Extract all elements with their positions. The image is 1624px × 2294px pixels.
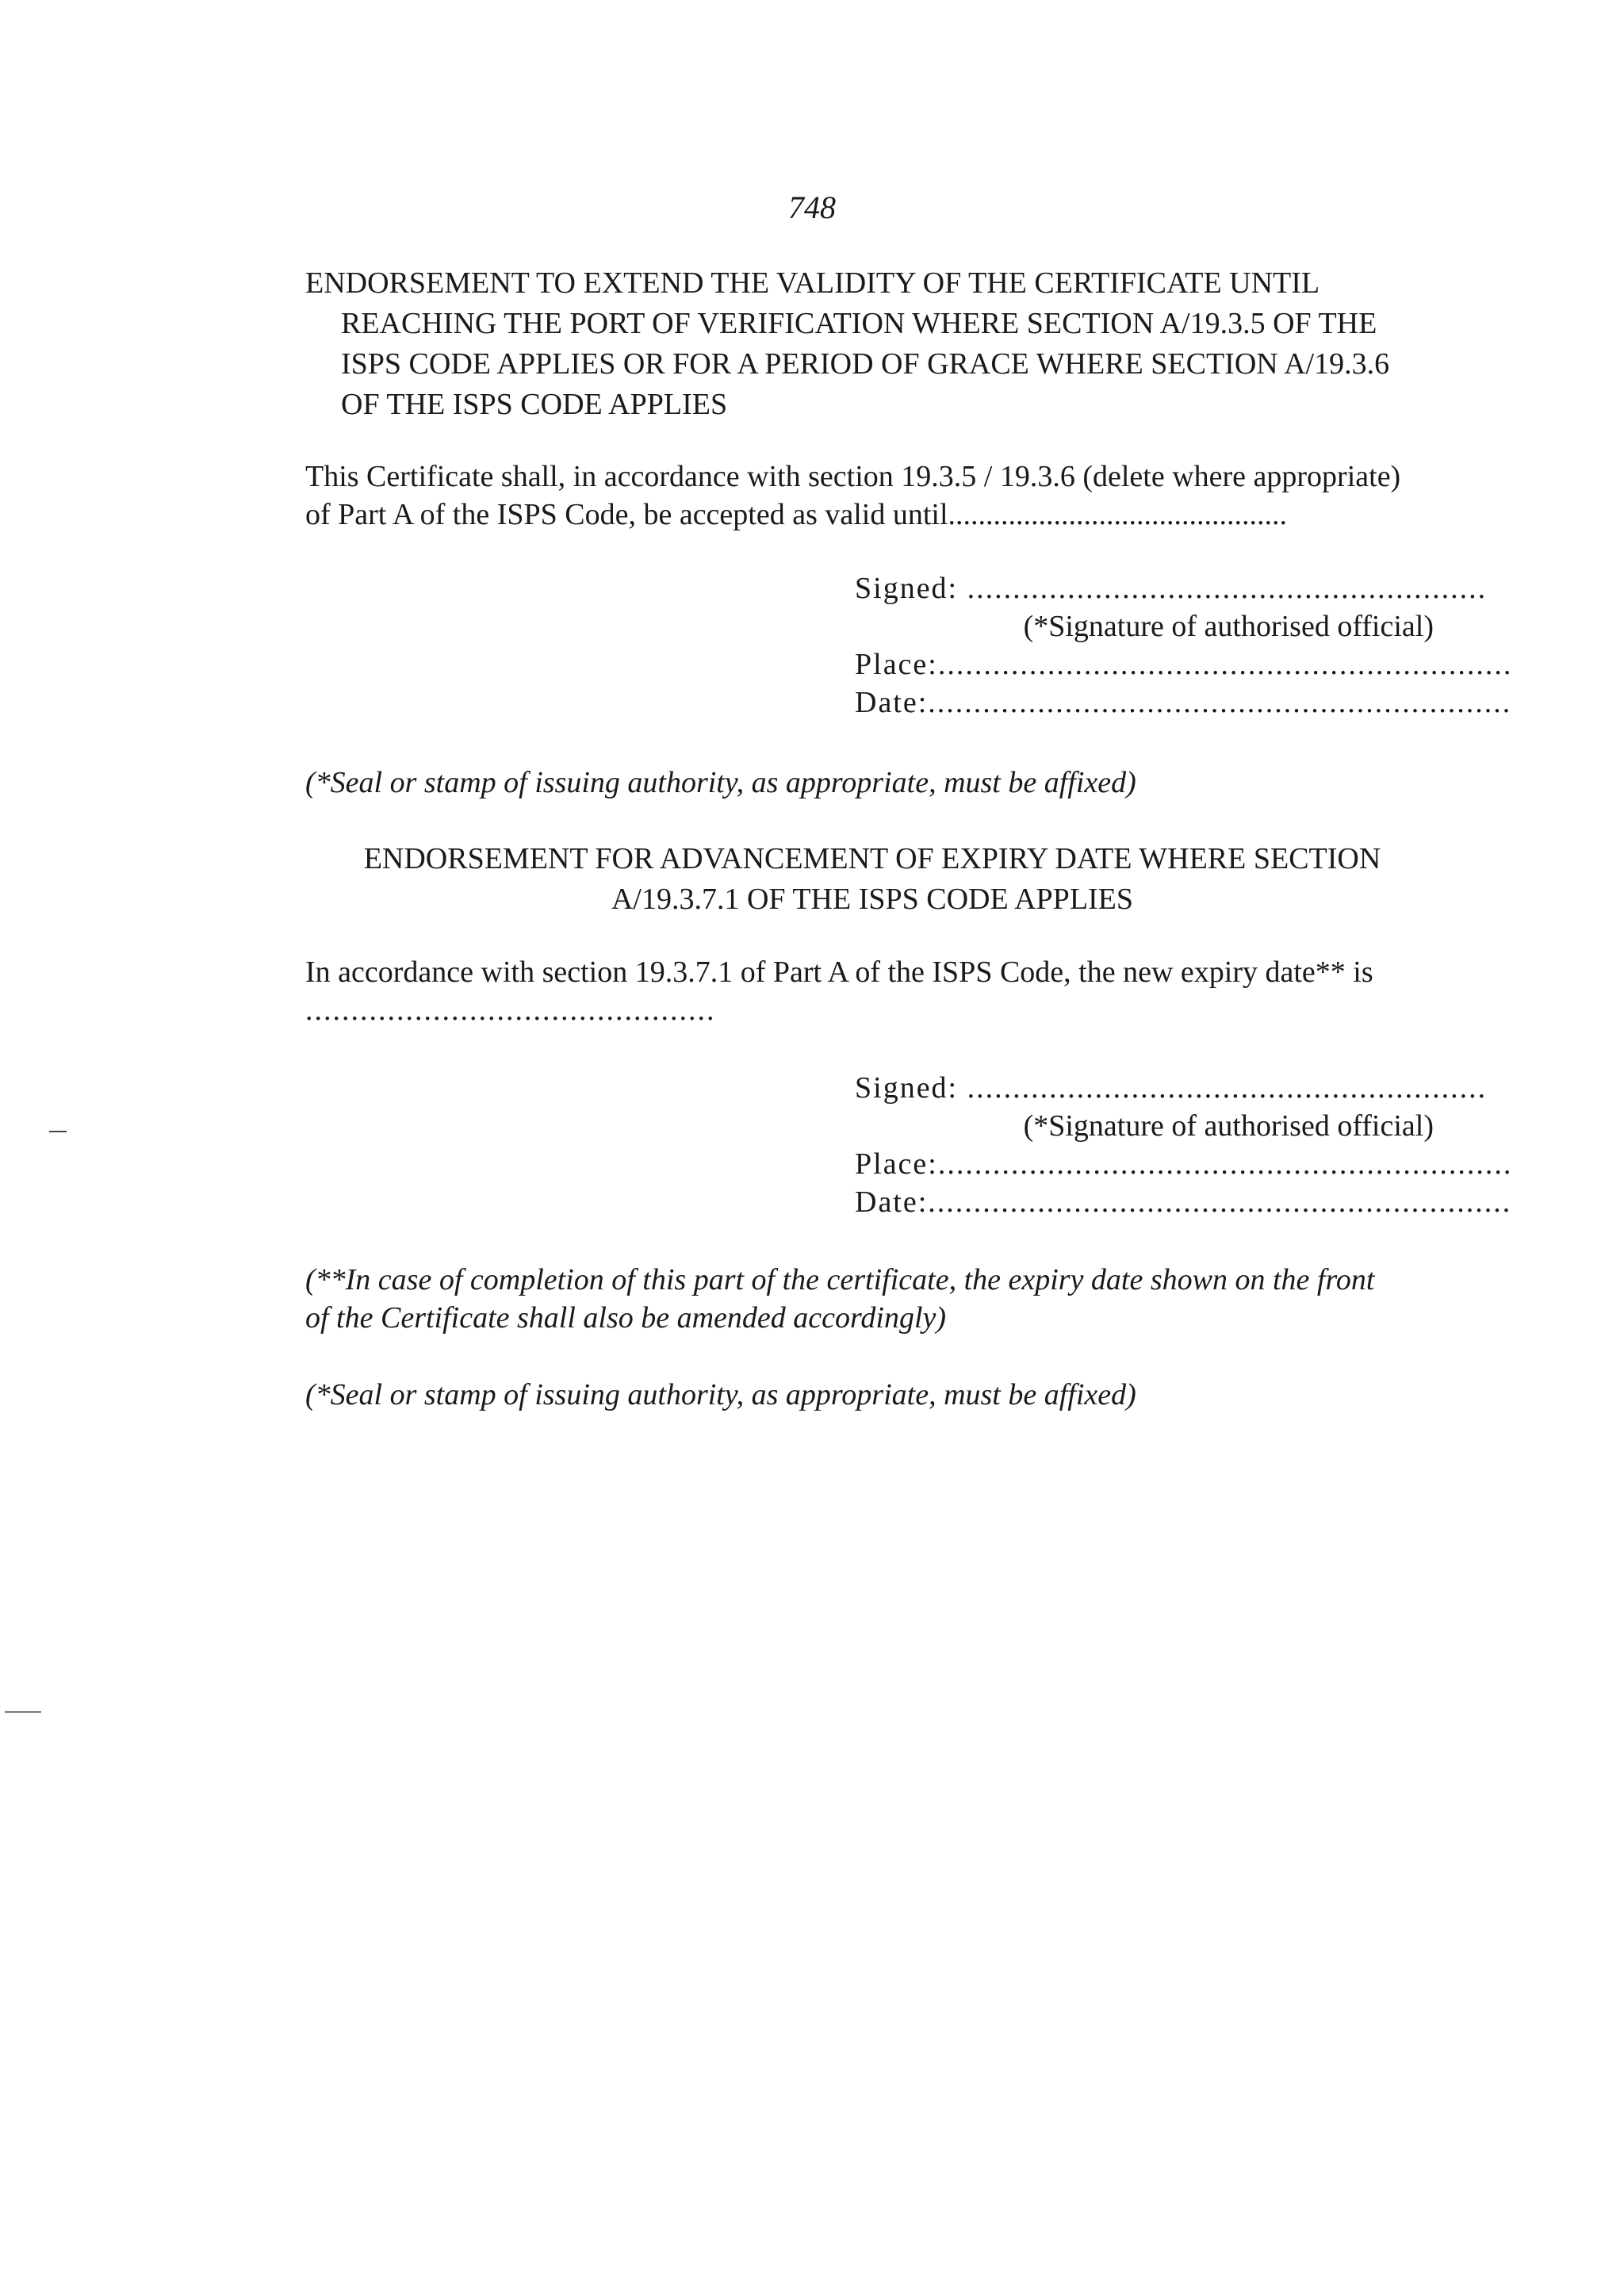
section1-signature-block <box>855 569 1513 722</box>
place-field: Place:............................................................... <box>855 1147 1513 1181</box>
section2-expiry-field: ............................................. <box>305 994 716 1027</box>
section1-heading-line: ISPS CODE APPLIES OR FOR A PERIOD OF GRACE WHERE SECTION A/19.3.6 <box>341 347 1390 381</box>
section2-footnote <box>305 1261 1439 1337</box>
section2-body-line: In accordance with section 19.3.7.1 of Part A of the ISPS Code, the new expiry date** is <box>305 956 1373 989</box>
signed-field: Signed: ......................................................... <box>855 572 1488 605</box>
signature-note: (*Signature of authorised official) <box>1023 610 1434 643</box>
footnote-line: (**In case of completion of this part of the certificate, the expiry date shown on the front <box>305 1263 1375 1296</box>
signed-field: Signed: ......................................................... <box>855 1071 1488 1105</box>
section1-body-line: This Certificate shall, in accordance with section 19.3.5 / 19.3.6 (delete where appropriate) <box>305 460 1401 493</box>
seal-note-line: (*Seal or stamp of issuing authority, as appropriate, must be affixed) <box>305 766 1136 799</box>
margin-mark <box>5 1711 41 1713</box>
section1-body <box>305 458 1439 534</box>
section2-heading-line: ENDORSEMENT FOR ADVANCEMENT OF EXPIRY DATE WHERE SECTION <box>363 842 1381 875</box>
section2-seal-note <box>305 1376 1439 1414</box>
section1-heading-line: OF THE ISPS CODE APPLIES <box>341 388 728 421</box>
section1-body-line: of Part A of the ISPS Code, be accepted as valid until............................................. <box>305 498 1288 531</box>
section2-heading-line: A/19.3.7.1 OF THE ISPS CODE APPLIES <box>611 883 1134 916</box>
date-field: Date:................................................................ <box>855 686 1512 719</box>
footnote-line: of the Certificate shall also be amended accordingly) <box>305 1301 947 1335</box>
margin-mark <box>49 1131 67 1132</box>
section2-body <box>305 953 1439 1029</box>
section1-heading-line: REACHING THE PORT OF VERIFICATION WHERE SECTION A/19.3.5 OF THE <box>341 307 1377 340</box>
page-number: 748 <box>788 190 836 225</box>
section2-heading <box>305 839 1439 920</box>
section2-signature-block <box>855 1069 1513 1221</box>
date-field: Date:................................................................ <box>855 1185 1512 1219</box>
section1-heading-line: ENDORSEMENT TO EXTEND THE VALIDITY OF THE CERTIFICATE UNTIL <box>305 266 1320 300</box>
signature-note: (*Signature of authorised official) <box>1023 1109 1434 1143</box>
place-field: Place:............................................................... <box>855 648 1513 681</box>
seal-note-line: (*Seal or stamp of issuing authority, as appropriate, must be affixed) <box>305 1378 1136 1411</box>
section1-seal-note <box>305 764 1439 802</box>
section1-heading <box>305 263 1439 425</box>
